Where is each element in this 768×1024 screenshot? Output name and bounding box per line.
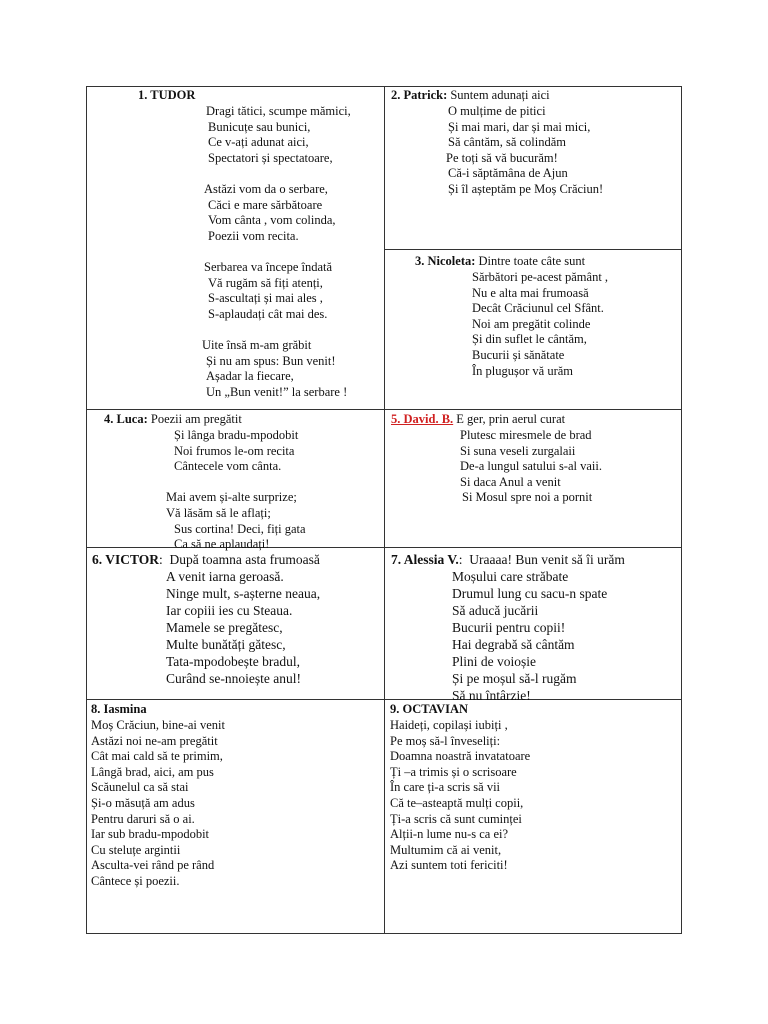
- poem-line: Și nu am spus: Bun venit!: [206, 353, 336, 368]
- poem-line: Si Mosul spre noi a pornit: [462, 490, 593, 505]
- poem-line: Sus cortina! Deci, fiți gata: [174, 521, 306, 536]
- poem-line: Iar sub bradu-mpodobit: [91, 827, 210, 842]
- poem-line: Astăzi vom da o serbare,: [204, 181, 328, 196]
- poem-line: Ninge mult, s-așterne neaua,: [166, 586, 321, 601]
- poem-line: Ți –a trimis și o scrisoare: [390, 764, 517, 779]
- poem-heading: 2. Patrick:: [391, 88, 448, 102]
- poem-line: Ca să ne aplaudați!: [174, 537, 270, 552]
- stanza-break: [206, 244, 351, 260]
- cell-alessia-lines: [452, 568, 607, 704]
- cell-alessia: [391, 551, 625, 568]
- poem-line: : Uraaaa! Bun venit să îi urăm: [458, 552, 625, 567]
- poem-line: Si daca Anul a venit: [460, 474, 561, 489]
- poem-line: Doamna noastră invatatoare: [390, 749, 531, 764]
- poem-line: O mulțime de pitici: [448, 104, 546, 118]
- poem-line: Să aducă jucării: [452, 603, 539, 618]
- poem-line: Asculta-vei rând pe rând: [91, 858, 215, 873]
- poem-line: S-aplaudați cât mai des.: [208, 306, 328, 321]
- poem-line: Așadar la fiecare,: [206, 369, 294, 384]
- poem-line: Mamele se pregătesc,: [166, 620, 283, 635]
- poem-line: Drumul lung cu sacu-n spate: [452, 586, 608, 601]
- poem-line: Poezii vom recita.: [208, 228, 299, 243]
- cell-tudor-heading: [138, 88, 195, 104]
- poem-line: Curând se-nnoiește anul!: [166, 671, 301, 686]
- cell-patrick: [391, 88, 550, 104]
- poem-line: Spectatori și spectatoare,: [208, 150, 333, 165]
- poem-line: Si suna veseli zurgalaii: [460, 443, 576, 458]
- cell-david: [391, 412, 565, 428]
- poem-line: Noi frumos le-om recita: [174, 443, 295, 458]
- poem-line: Plini de voioșie: [452, 654, 536, 669]
- cell-victor: [92, 551, 320, 568]
- poem-line: Și pe moșul să-l rugăm: [452, 671, 577, 686]
- cell-tudor: [202, 104, 351, 400]
- poem-line: Vom cânta , vom colinda,: [208, 213, 336, 228]
- poem-line: Căci e mare sărbătoare: [208, 197, 323, 212]
- poem-line: Pentru daruri să o ai.: [91, 811, 195, 826]
- poem-line: Și mai mari, dar și mai mici,: [448, 119, 591, 134]
- poem-heading: 9. OCTAVIAN: [390, 702, 469, 716]
- poem-line: În plugușor vă urăm: [472, 363, 574, 378]
- poem-line: Noi am pregătit colinde: [472, 316, 591, 331]
- poem-line: Moșului care străbate: [452, 569, 569, 584]
- cell-octavian: [390, 702, 468, 718]
- poem-heading: 1. TUDOR: [138, 88, 196, 102]
- row-divider: [384, 249, 682, 250]
- poem-line: Bucurii și sănătate: [472, 347, 565, 362]
- cell-luca: [104, 412, 242, 428]
- poem-line: Iar copiii ies cu Steaua.: [166, 603, 293, 618]
- stanza-break: [206, 322, 351, 338]
- poem-line: Cu steluțe argintii: [91, 842, 181, 857]
- poem-line: A venit iarna geroasă.: [166, 569, 284, 584]
- stanza-break: [206, 166, 351, 182]
- poem-line: Vă lăsăm să le aflați;: [166, 505, 271, 520]
- poem-line: Serbarea va începe îndată: [204, 259, 333, 274]
- poem-line: Azi suntem toti fericiti!: [390, 858, 508, 873]
- poem-line: Lângă brad, aici, am pus: [91, 764, 214, 779]
- poem-line: Și din suflet le cântăm,: [472, 332, 587, 347]
- poem-line: Poezii am pregătit: [150, 412, 242, 426]
- poem-line: În care ți-a scris să vii: [390, 780, 501, 795]
- poem-heading: 4. Luca:: [104, 412, 148, 426]
- poem-heading: 7. Alessia V.: [391, 552, 459, 567]
- poem-heading: 5. David. B.: [391, 412, 454, 426]
- poem-line: De-a lungul satului s-al vaii.: [460, 459, 602, 474]
- cell-iasmina-lines: [91, 718, 225, 890]
- poem-line: : După toamna asta frumoasă: [159, 552, 320, 567]
- poem-line: Uite însă m-am grăbit: [202, 337, 312, 352]
- poem-line: Și-o măsuță am adus: [91, 795, 195, 810]
- poem-line: Suntem adunați aici: [450, 88, 550, 102]
- poem-line: Că-i săptămâna de Ajun: [448, 166, 568, 181]
- poem-line: Să nu întârzie!: [452, 688, 531, 703]
- poem-line: Hai degrabă să cântăm: [452, 637, 575, 652]
- cell-david-lines: [460, 428, 602, 506]
- poem-line: Tata-mpodobește bradul,: [166, 654, 301, 669]
- poem-line: Moș Crăciun, bine-ai venit: [91, 718, 225, 732]
- poem-heading: 8. Iasmina: [91, 702, 147, 716]
- poem-line: Haideți, copilași iubiți ,: [390, 718, 508, 732]
- poem-line: Nu e alta mai frumoasă: [472, 285, 589, 300]
- poem-line: Și îl așteptăm pe Moș Crăciun!: [448, 181, 604, 196]
- poem-line: Pe toți să vă bucurăm!: [446, 150, 558, 165]
- poem-line: Cât mai cald să te primim,: [91, 749, 223, 764]
- poem-line: Multe bunătăți gătesc,: [166, 637, 286, 652]
- poem-line: Decât Crăciunul cel Sfânt.: [472, 301, 604, 316]
- poem-line: Mai avem și-alte surprize;: [166, 490, 297, 505]
- poem-line: Bunicuțe sau bunici,: [208, 119, 311, 134]
- poem-heading: 6. VICTOR: [92, 552, 160, 567]
- poem-line: Ce v-ați adunat aici,: [208, 135, 309, 150]
- poem-line: Ți-a scris că sunt cuminței: [390, 811, 522, 826]
- cell-victor-lines: [166, 568, 320, 687]
- column-divider: [384, 87, 385, 933]
- poem-line: Un „Bun venit!” la serbare !: [206, 384, 348, 399]
- poem-line: Bucurii pentru copii!: [452, 620, 566, 635]
- cell-luca-lines: [166, 428, 306, 553]
- poem-line: Plutesc miresmele de brad: [460, 428, 592, 442]
- poem-line: Că te–asteaptă mulți copii,: [390, 795, 524, 810]
- cell-nicoleta: [415, 254, 585, 270]
- poem-line: Astăzi noi ne-am pregătit: [91, 733, 218, 748]
- poem-line: Multumim că ai venit,: [390, 842, 502, 857]
- poem-line: Dintre toate câte sunt: [478, 254, 586, 268]
- cell-octavian-lines: [390, 718, 530, 874]
- poem-line: Sărbători pe-acest pământ ,: [472, 270, 609, 284]
- poem-heading: 3. Nicoleta:: [415, 254, 476, 268]
- poem-line: Dragi tătici, scumpe mămici,: [206, 104, 351, 118]
- cell-nicoleta-lines: [472, 270, 608, 379]
- poem-line: Alții-n lume nu-s ca ei?: [390, 827, 509, 842]
- poem-line: Și lânga bradu-mpodobit: [174, 428, 299, 442]
- cell-iasmina: [91, 702, 147, 718]
- poem-line: Scăunelul ca să stai: [91, 780, 189, 795]
- poem-line: E ger, prin aerul curat: [456, 412, 566, 426]
- row-divider: [87, 409, 681, 410]
- poem-line: Cântecele vom cânta.: [174, 459, 282, 474]
- poem-line: S-ascultați și mai ales ,: [208, 291, 323, 306]
- cell-patrick-lines: [448, 104, 603, 198]
- poem-line: Pe moș să-l înveseliți:: [390, 733, 501, 748]
- poem-line: Vă rugăm să fiți atenți,: [208, 275, 323, 290]
- poem-line: Să cântăm, să colindăm: [448, 135, 567, 150]
- stanza-break: [166, 475, 306, 491]
- poem-line: Cântece și poezii.: [91, 873, 180, 888]
